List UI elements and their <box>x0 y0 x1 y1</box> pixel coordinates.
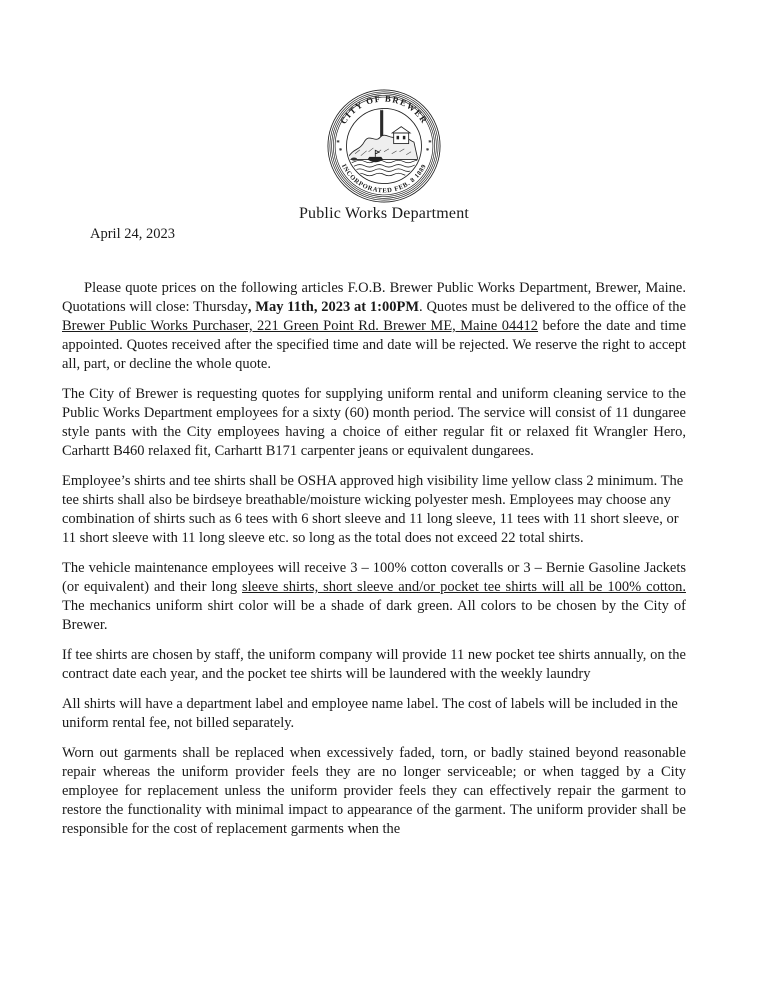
text-segment: If tee shirts are chosen by staff, the uniform company will provide 11 new pocket tee shirts annually, on the contract date each year, and the pocket tee shirts will be laundered with the weekly laundry <box>62 647 686 682</box>
text-segment: The City of Brewer is requesting quotes for supplying uniform rental and uniform cleaning service to the Public Works Department employees for a sixty (60) month period. The service will consist of 11 dungaree style pants with the City employees having a choice of either regular fit or relaxed fit Wrangler Hero, Carhartt B460 relaxed fit, Carhartt B171 carpenter jeans or equivalent dungarees. <box>62 386 686 459</box>
text-segment: All shirts will have a department label and employee name label. The cost of labels will be included in the uniform rental fee, not billed separately. <box>62 696 678 731</box>
paragraph <box>62 385 686 461</box>
bold-text: , May 11th, 2023 at 1:00PM <box>247 299 420 315</box>
seal-star-right-upper: * <box>428 140 432 148</box>
seal-star-left-upper: * <box>336 140 340 148</box>
text-segment: The mechanics uniform shirt color will be a shade of dark green. All colors to be chosen by the City of Brewer. <box>62 598 686 633</box>
seal-foreground-rock <box>351 158 357 161</box>
department-title: Public Works Department <box>298 205 470 222</box>
text-segment: Please quote prices on the following articles F.O.B. Brewer Public Works Department, Brewer, Maine. Quotations will close: Thursday <box>62 280 686 315</box>
paragraph <box>62 646 686 684</box>
paragraph <box>62 744 686 839</box>
text-segment: . Quotes must be delivered to the office of the <box>419 299 686 315</box>
seal-star-left-lower: * <box>338 147 343 155</box>
seal-house <box>392 127 410 144</box>
city-seal <box>326 88 442 204</box>
seal-scene <box>345 103 422 176</box>
seal-top-text: CITY OF BREWER <box>338 93 430 126</box>
text-segment: The vehicle maintenance employees will receive 3 – 100% cotton coveralls or 3 – Bernie Gasoline Jackets (or equivalent) and their long <box>62 560 686 595</box>
seal-bottom-text: INCORPORATED FEB. 8 1889 <box>340 163 428 195</box>
text-segment: before the date and time appointed. Quotes received after the specified time and date will be rejected. We reserve the right to accept all, part, or decline the whole quote. <box>62 318 687 372</box>
text-segment: Worn out garments shall be replaced when excessively faded, torn, or badly stained beyond reasonable repair whereas the uniform provider feels they are no longer serviceable; or when tagged by a City employee for replacement unless the uniform provider feels they can effectively repair the garment to restore the functionality with minimal impact to appearance of the garment. The uniform provider shall be responsible for the cost of replacement garments when the <box>62 745 686 837</box>
letter-date: April 24, 2023 <box>90 226 175 242</box>
paragraph <box>62 279 686 374</box>
paragraph <box>62 695 686 733</box>
underlined-text: Brewer Public Works Purchaser, 221 Green Point Rd. Brewer ME, Maine 04412 <box>62 318 539 334</box>
letter-body <box>62 279 686 850</box>
paragraph <box>62 559 686 635</box>
paragraph <box>62 472 686 548</box>
seal-star-right-lower: * <box>425 147 430 155</box>
text-segment: Employee’s shirts and tee shirts shall be OSHA approved high visibility lime yellow class 2 minimum. The tee shirts shall also be birdseye breathable/moisture wicking polyester mesh. Employees may choose any combination of shirts such as 6 tees with 6 short sleeve and 11 long sleeve, 11 tees with 11 short sleeve, or 11 short sleeve with 11 long sleeve etc. so long as the total does not exceed 22 total shirts. <box>62 473 684 546</box>
city-seal-graphic <box>326 88 442 204</box>
seal-water <box>345 160 422 176</box>
underlined-text: sleeve shirts, short sleeve and/or pocket tee shirts will all be 100% cotton. <box>242 579 686 595</box>
seal-smokestack <box>380 110 383 136</box>
